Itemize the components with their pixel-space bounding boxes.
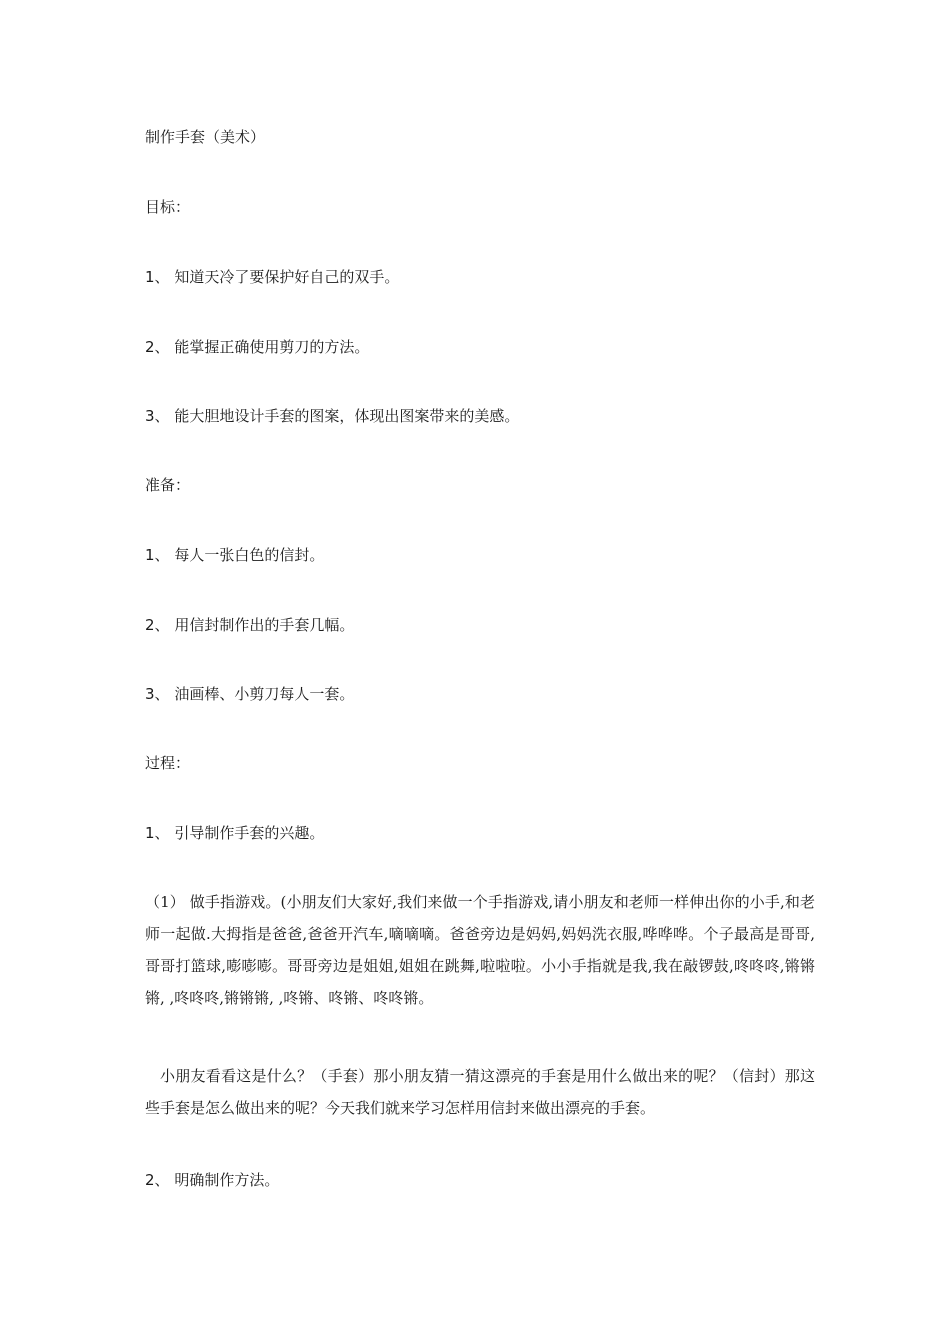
goal-item-3	[145, 406, 519, 426]
goal-text: 能掌握正确使用剪刀的方法。	[169, 338, 370, 356]
prep-item-1	[145, 545, 324, 565]
goal-text: 知道天冷了要保护好自己的双手。	[169, 268, 400, 286]
process-step-2	[145, 1170, 279, 1190]
step-number: 2、	[145, 1171, 170, 1189]
prep-item-2	[145, 615, 354, 635]
prep-text: 油画棒、小剪刀每人一套。	[169, 685, 355, 703]
prep-number: 1、	[145, 546, 170, 564]
prep-number: 3、	[145, 685, 170, 703]
document-title: 制作手套（美术）	[145, 128, 266, 146]
process-heading: 过程：	[145, 754, 191, 772]
goal-item-2	[145, 337, 369, 357]
goal-number: 2、	[145, 338, 170, 356]
prep-text: 用信封制作出的手套几幅。	[169, 616, 355, 634]
prep-heading: 准备：	[145, 476, 191, 494]
intro-paragraph: 小朋友看看这是什么？（手套）那小朋友猜一猜这漂亮的手套是用什么做出来的呢？（信封）那这些手套是怎么做出来的呢？今天我们就来学习怎样用信封来做出漂亮的手套。	[145, 1067, 815, 1117]
prep-number: 2、	[145, 616, 170, 634]
step-text: 明确制作方法。	[169, 1171, 280, 1189]
finger-game-paragraph: （1） 做手指游戏。(小朋友们大家好,我们来做一个手指游戏,请小朋友和老师一样伸出你的小手,和老师一起做.大拇指是爸爸,爸爸开汽车,嘀嘀嘀。爸爸旁边是妈妈,妈妈洗衣服,哗哗哗。个子最高是哥哥,哥哥打篮球,嘭嘭嘭。哥哥旁边是姐姐,姐姐在跳舞,啦啦啦。小小手指就是我,我在敲锣鼓,咚咚咚,锵锵锵, ,咚咚咚,锵锵锵, ,咚锵、咚锵、咚咚锵。	[145, 893, 815, 1007]
goals-heading: 目标：	[145, 198, 191, 216]
step-text: 引导制作手套的兴趣。	[169, 824, 325, 842]
step-number: 1、	[145, 824, 170, 842]
process-step-1	[145, 823, 324, 843]
goal-item-1	[145, 267, 399, 287]
prep-item-3	[145, 684, 354, 704]
prep-text: 每人一张白色的信封。	[169, 546, 325, 564]
goal-number: 3、	[145, 407, 170, 425]
goal-text: 能大胆地设计手套的图案，体现出图案带来的美感。	[169, 407, 520, 425]
goal-number: 1、	[145, 268, 170, 286]
